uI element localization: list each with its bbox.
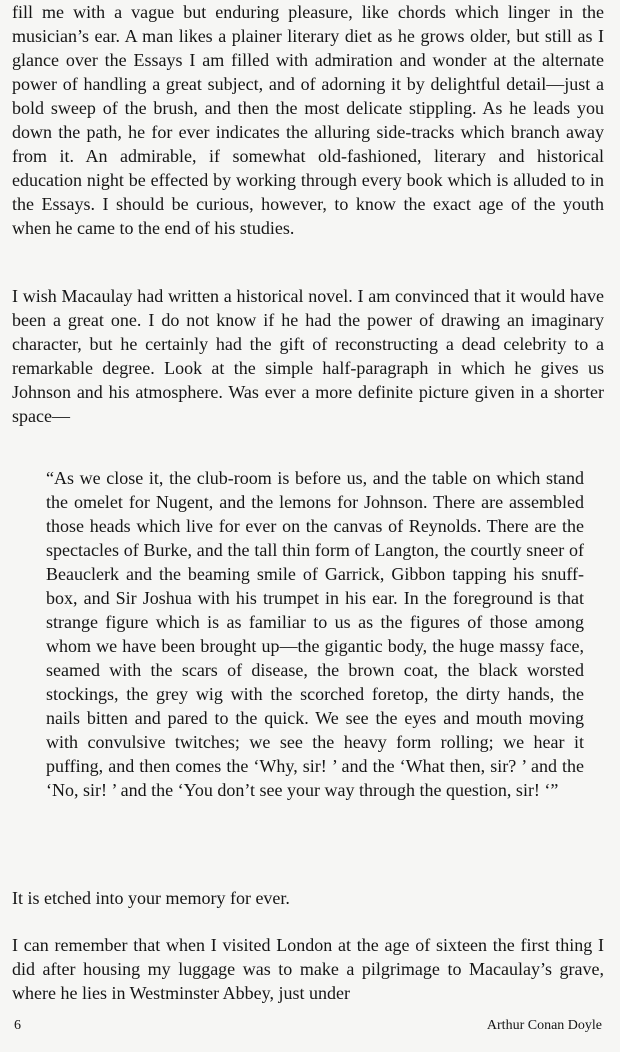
- paragraph-text: I wish Macaulay had written a historical novel. I am convinced that it would have been a great one. I do not know if he had the power of drawing an imaginary character, but he certainly had the gift of reconstructing a dead celebrity to a remarkable degree. Look at the simple half-paragraph in which he gives us Johnson and his atmosphere. Was ever a more definite picture given in a shorter space—: [12, 286, 604, 426]
- paragraph-text: It is etched into your memory for ever.: [12, 888, 290, 908]
- quote-text: “As we close it, the club-room is before us, and the table on which stand the omelet for Nugent, and the lemons for Johnson. There are assembled those heads which live for ever on the canvas of Reynolds. There are the spectacles of Burke, and the tall thin form of Langton, the courtly sneer of Beauclerk and the beaming smile of Garrick, Gibbon tapping his snuff-box, and Sir Joshua with his trumpet in his ear. In the foreground is that strange figure which is as familiar to us as the figures of those among whom we have been brought up—the gigantic body, the huge massy face, seamed with the scars of disease, the brown coat, the black worsted stockings, the grey wig with the scorched foretop, the dirty hands, the nails bitten and pared to the quick. We see the eyes and mouth moving with convulsive twitches; we see the heavy form rolling; we hear it puffing, and then comes the ‘Why, sir! ’ and the ‘What then, sir? ’ and the ‘No, sir! ’ and the ‘You don’t see your way through the question, sir! ‘”: [46, 468, 584, 800]
- paragraph-text: fill me with a vague but enduring pleasure, like chords which linger in the musician’s ear. A man likes a plainer literary diet as he grows older, but still as I glance over the Essays I am filled with admiration and wonder at the alternate power of handling a great subject, and of adorning it by delightful detail—just a bold sweep of the brush, and then the most delicate stippling. As he leads you down the path, he for ever indicates the alluring side-tracks which branch away from it. An admirable, if somewhat old-fashioned, literary and historical education night be effected by working through every book which is alluded to in the Essays. I should be curious, however, to know the exact age of the youth when he came to the end of his studies.: [12, 2, 604, 238]
- page-footer: [14, 1018, 602, 1036]
- paragraph-historical-novel: [12, 284, 604, 428]
- paragraph-etched: [12, 886, 604, 910]
- block-quote-johnson: [46, 466, 584, 802]
- running-footer-author: Arthur Conan Doyle: [486, 1018, 602, 1033]
- paragraph-text: I can remember that when I visited London at the age of sixteen the first thing I did after housing my luggage was to make a pilgrimage to Macaulay’s grave, where he lies in Westminster Abbey, just under: [12, 935, 604, 1003]
- page-number: 6: [14, 1018, 21, 1033]
- paragraph-essays: [12, 0, 604, 240]
- paragraph-london-visit: [12, 933, 604, 1005]
